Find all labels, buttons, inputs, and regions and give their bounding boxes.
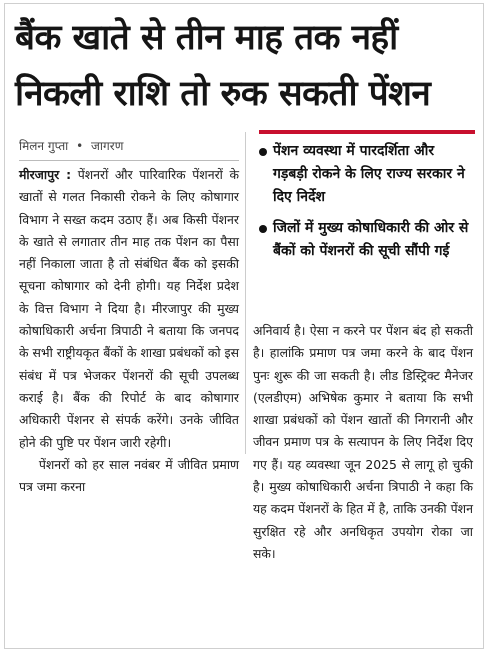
source-name: जागरण xyxy=(91,139,124,153)
article-paragraph-2: पेंशनरों को हर साल नवंबर में जीवित प्रमाण पत्र जमा करना xyxy=(19,456,239,495)
highlights-accent-rule xyxy=(259,130,475,134)
bullet-icon xyxy=(259,225,267,233)
author-name: मिलन गुप्ता xyxy=(19,139,69,153)
paragraph-text: पेंशनरों और पारिवारिक पेंशनरों के खातों से गलत निकासी रोकने के लिए कोषागार विभाग ने सख्त कदम उठाए हैं। अब किसी पेंशनर के खाते से लगातार तीन माह तक पेंशन का पैसा नहीं निकाला जाता है तो संबंधित बैंक को इसकी सूचना कोषागार को देनी होगी। यह निर्देश प्रदेश के वित्त विभाग ने दिया है। मीरजापुर की मुख्य कोषाधिकारी अर्चना त्रिपाठी ने बताया कि जनपद के सभी राष्ट्रीयकृत बैंकों के शाखा प्रबंधकों को इस संबंध में पत्र भेजकर पेंशनरों की सूची उपलब्ध कराई है। बैंक की रिपोर्ट के बाद कोषागार अधिकारी पेंशनर से संपर्क करेंगे। उनके जीवित होने की पुष्टि पर पेंशन जारी रहेगी। xyxy=(19,167,239,450)
article-column-2 xyxy=(253,320,473,565)
headline-line-1: बैंक खाते से तीन माह तक नहीं xyxy=(15,18,398,58)
bullet-icon xyxy=(259,148,267,156)
highlights-list xyxy=(259,140,473,271)
headline-line-2: निकली राशि तो रुक सकती पेंशन xyxy=(15,74,431,114)
headline xyxy=(15,10,477,122)
byline xyxy=(19,137,123,154)
highlight-item xyxy=(259,217,473,263)
article-paragraph-3: अनिवार्य है। ऐसा न करने पर पेंशन बंद हो सकती है। हालांकि प्रमाण पत्र जमा करने के बाद पेंशन पुनः शुरू की जा सकती है। लीड डिस्ट्रिक्ट मैनेजर (एलडीएम) अभिषेक कुमार ने बताया कि सभी शाखा प्रबंधकों को पेंशन खातों की निगरानी और जीवन प्रमाण पत्र के सत्यापन के लिए निर्देश दिए गए हैं। यह व्यवस्था जून 2025 से लागू हो चुकी है। मुख्य कोषाधिकारी अर्चना त्रिपाठी ने कहा कि यह कदम पेंशनरों के हित में है, ताकि उनकी पेंशन सुरक्षित रहे और अनधिकृत उपयोग रोका जा सके। xyxy=(253,323,473,561)
highlight-item xyxy=(259,140,473,209)
highlight-text: पेंशन व्यवस्था में पारदर्शिता और गड़बड़ी रोकने के लिए राज्य सरकार ने दिए निर्देश xyxy=(273,143,465,205)
article-column-1 xyxy=(19,164,239,498)
dateline: मीरजापुर : xyxy=(19,167,72,182)
byline-separator: • xyxy=(76,139,84,153)
column-divider xyxy=(245,132,246,454)
article-paragraph-1 xyxy=(19,164,239,454)
byline-divider xyxy=(19,160,239,161)
news-clipping xyxy=(4,3,484,649)
highlight-text: जिलों में मुख्य कोषाधिकारी की ओर से बैंकों को पेंशनरों की सूची सौंपी गई xyxy=(273,220,469,259)
